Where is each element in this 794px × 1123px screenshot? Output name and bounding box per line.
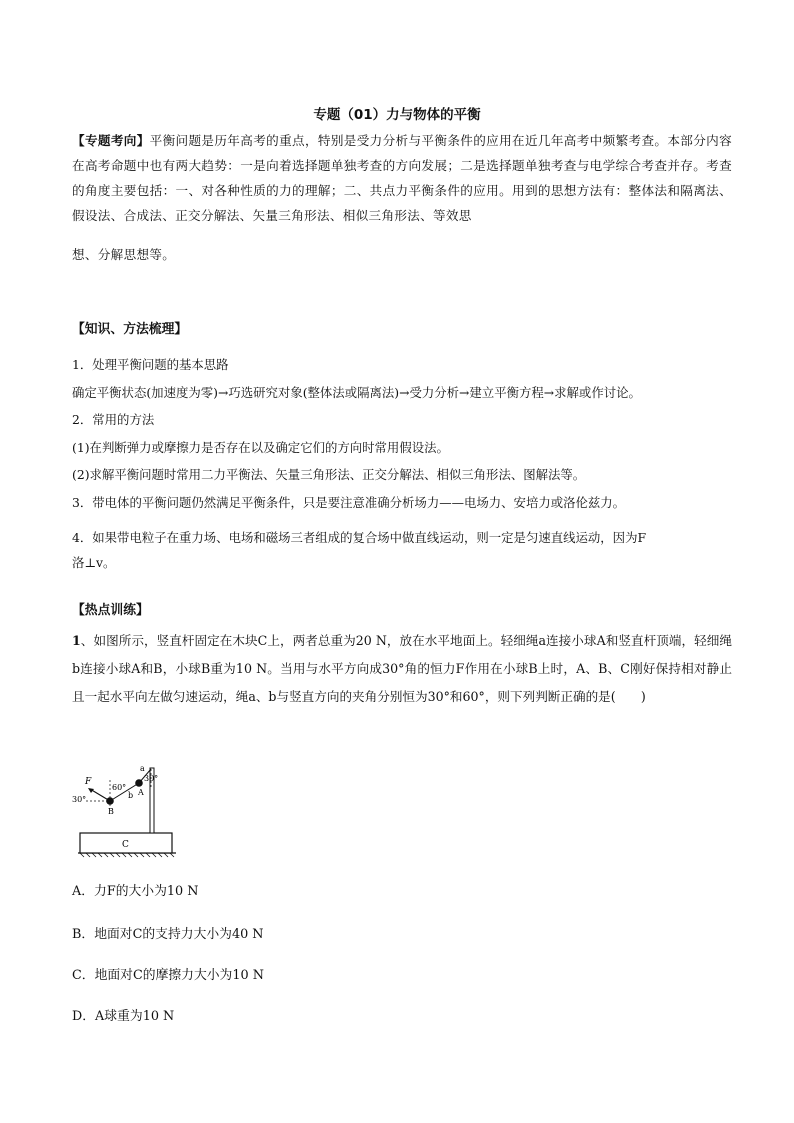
knowledge-line: (1)在判断弹力或摩擦力是否存在以及确定它们的方向时常用假设法。 [72, 439, 449, 455]
label-c: C [122, 840, 129, 850]
knowledge-line: 1．处理平衡问题的基本思路 [72, 357, 229, 372]
section-heading-knowledge: 【知识、方法梳理】 [72, 322, 188, 337]
question-sep: 、 [80, 633, 94, 648]
intro-tail: 想、分解思想等。 [72, 247, 176, 262]
knowledge-line: 3．带电体的平衡问题仍然满足平衡条件，只是要注意准确分析场力——电场力、安培力或洛伦兹力。 [72, 494, 626, 510]
section-heading-training: 【热点训练】 [72, 603, 149, 618]
knowledge-list [72, 351, 732, 575]
knowledge-line: 2．常用的方法 [72, 412, 155, 427]
question-text: 如图所示，竖直杆固定在木块C上，两者总重为20 N，放在水平地面上。轻细绳a连接小球A和竖直杆顶端，轻细绳b连接小球A和B，小球B重为10 N。当用与水平方向成30°角的恒力F作用在小球B上时，A、B、C刚好保持相对静止且一起水平向左做匀速运动，绳a、b与竖直方向的夹角分别恒为30°和60°，则下列判断正确的是( ) [72, 633, 732, 704]
label-ball-b: B [108, 807, 114, 816]
ball-b [106, 797, 114, 805]
question-1 [72, 627, 732, 711]
intro-body: 平衡问题是历年高考的重点，特别是受力分析与平衡条件的应用在近几年高考中频繁考查。本部分内容在高考命题中也有两大趋势：一是向着选择题单独考查的方向发展；二是选择题单独考查与电学综合考查并存。考查的角度主要包括：一、对各种性质的力的理解；二、共点力平衡条件的应用。用到的思想方法有：整体法和隔离法、假设法、合成法、正交分解法、矢量三角形法、相似三角形法、等效思 [72, 133, 732, 223]
label-angle-f: 30° [72, 795, 87, 804]
ball-a [135, 779, 143, 787]
page-title: 专题（01）力与物体的平衡 [313, 107, 481, 123]
knowledge-line: 确定平衡状态(加速度为零)→巧选研究对象(整体法或隔离法)→受力分析→建立平衡方程→求解或作讨论。 [72, 384, 641, 400]
option-b: B．地面对C的支持力大小为40 N [72, 927, 264, 942]
knowledge-line: (2)求解平衡问题时常用二力平衡法、矢量三角形法、正交分解法、相似三角形法、图解法等。 [72, 467, 586, 482]
option-c: C．地面对C的摩擦力大小为10 N [72, 968, 264, 983]
intro-lead: 【专题考向】 [72, 133, 150, 148]
label-f: F [85, 777, 92, 787]
knowledge-line: 4．如果带电粒子在重力场、电场和磁场三者组成的复合场中做直线运动，则一定是匀速直线运动，因为F [72, 530, 647, 545]
option-d: D．A球重为10 N [72, 1009, 175, 1024]
question-number: 1 [72, 633, 81, 648]
topic-intro [72, 128, 732, 267]
label-rope-b: b [128, 791, 134, 800]
option-a: A．力F的大小为10 N [72, 884, 199, 899]
label-angle-b: 60° [112, 783, 127, 792]
physics-figure [72, 758, 182, 858]
knowledge-line: 洛⊥v。 [72, 555, 116, 570]
label-rope-a: a [140, 764, 145, 773]
label-angle-a: 30° [144, 774, 159, 783]
label-ball-a: A [138, 788, 144, 797]
